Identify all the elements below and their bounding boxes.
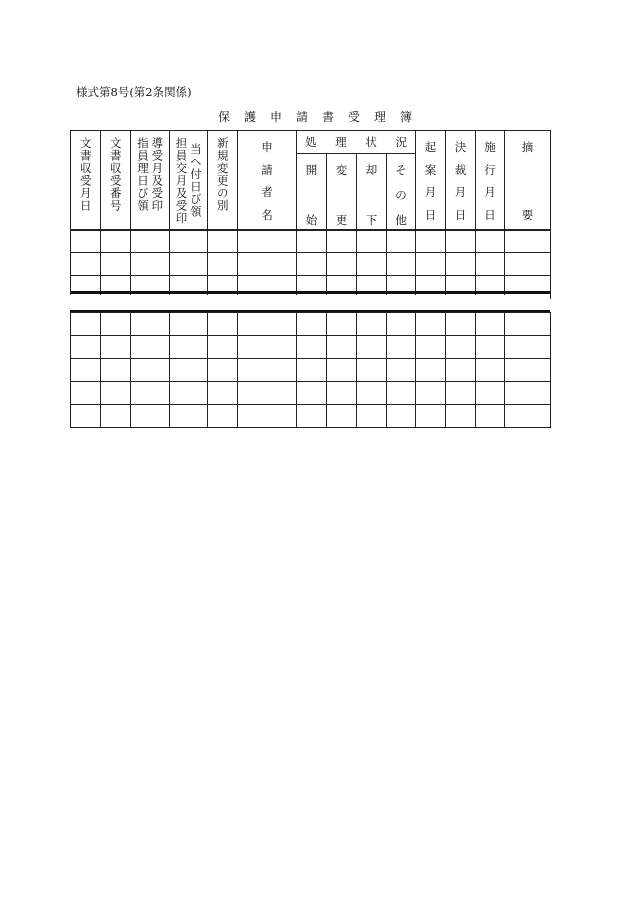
char: 日 (454, 207, 467, 222)
entry-cell[interactable] (101, 405, 131, 428)
entry-cell[interactable] (238, 253, 297, 276)
entry-cell[interactable] (238, 230, 297, 253)
entry-cell[interactable] (131, 253, 170, 276)
col-status-other (387, 154, 416, 231)
entry-cell[interactable] (71, 405, 101, 428)
entry-cell[interactable] (416, 253, 446, 276)
entry-cell[interactable] (416, 313, 446, 336)
char: 案 (424, 162, 437, 177)
entry-cell[interactable] (387, 405, 416, 428)
entry-cell[interactable] (170, 336, 208, 359)
char: 他 (395, 213, 407, 227)
entry-cell[interactable] (476, 230, 505, 253)
char: 名 (261, 207, 273, 222)
col-label (505, 131, 550, 223)
entry-cell[interactable] (505, 405, 551, 428)
col-label (238, 131, 296, 223)
col-remarks (505, 131, 551, 231)
col-label (357, 154, 386, 228)
entry-cell[interactable] (101, 382, 131, 405)
header-table (70, 130, 551, 231)
char: 下 (365, 213, 378, 227)
entry-cell[interactable] (170, 253, 208, 276)
entry-cell[interactable] (238, 359, 297, 382)
col-doc-receipt-date (71, 131, 101, 231)
entry-cell[interactable] (71, 253, 101, 276)
entry-cell[interactable] (170, 313, 208, 336)
entry-cell[interactable] (71, 336, 101, 359)
col-assigned-staff (170, 131, 208, 231)
char: 変 (335, 163, 348, 177)
heavy-rule-top (70, 291, 550, 294)
entry-cell[interactable] (71, 230, 101, 253)
entry-cell[interactable] (446, 336, 476, 359)
char: 要 (521, 208, 534, 222)
entry-cell[interactable] (101, 336, 131, 359)
table-row (71, 336, 551, 359)
char: 月 (454, 185, 467, 200)
entry-cell[interactable] (101, 359, 131, 382)
col-label: 導受月及受印 指員理日び領 (136, 137, 165, 212)
col-label: 文書収受番号 (108, 137, 123, 212)
entry-cell[interactable] (446, 359, 476, 382)
entry-cell[interactable] (387, 359, 416, 382)
col-label: 文書収受月日 (78, 137, 93, 212)
entry-cell[interactable] (327, 382, 357, 405)
entry-cell[interactable] (297, 359, 327, 382)
register-sheet (70, 130, 550, 421)
entry-cell[interactable] (416, 336, 446, 359)
entry-cell[interactable] (446, 405, 476, 428)
entry-cell[interactable] (476, 336, 505, 359)
entry-cell[interactable] (505, 382, 551, 405)
entry-cell[interactable] (387, 382, 416, 405)
entry-cell[interactable] (297, 313, 327, 336)
entry-cell[interactable] (238, 313, 297, 336)
entry-cell[interactable] (476, 359, 505, 382)
entry-cell[interactable] (101, 253, 131, 276)
col-label (446, 131, 475, 223)
char: 請 (261, 162, 273, 177)
entry-cell[interactable] (131, 313, 170, 336)
col-draft-date (416, 131, 446, 231)
entry-cell[interactable] (505, 336, 551, 359)
char: 却 (365, 163, 378, 177)
col-process-status (297, 131, 416, 154)
entry-table-top (70, 229, 551, 299)
entry-cell[interactable] (505, 253, 551, 276)
table-row (71, 253, 551, 276)
char: 月 (484, 185, 496, 200)
entry-cell[interactable] (131, 230, 170, 253)
char: 況 (395, 135, 407, 149)
col-guidance-staff (131, 131, 170, 231)
col-status-start (297, 154, 327, 231)
entry-cell[interactable] (238, 336, 297, 359)
char: 者 (261, 185, 273, 200)
entry-cell[interactable] (170, 230, 208, 253)
entry-cell[interactable] (208, 253, 238, 276)
entry-cell[interactable] (446, 313, 476, 336)
entry-cell[interactable] (357, 336, 387, 359)
entry-cell[interactable] (357, 405, 387, 428)
char: 日 (424, 207, 437, 222)
char: 始 (305, 213, 318, 227)
entry-table-bottom (70, 312, 551, 428)
entry-cell[interactable] (357, 359, 387, 382)
col-label (387, 154, 415, 228)
entry-cell[interactable] (446, 253, 476, 276)
col-enforcement-date (476, 131, 505, 231)
entry-cell[interactable] (387, 313, 416, 336)
entry-cell[interactable] (131, 336, 170, 359)
col-label: 当へ付日び領 担員交月及受印 (174, 137, 203, 225)
entry-cell[interactable] (416, 230, 446, 253)
entry-cell[interactable] (327, 313, 357, 336)
table-row (71, 382, 551, 405)
entry-cell[interactable] (327, 230, 357, 253)
char: 状 (365, 135, 377, 149)
entry-cell[interactable] (387, 230, 416, 253)
entry-cell[interactable] (71, 313, 101, 336)
char: 施 (484, 140, 496, 154)
entry-cell[interactable] (476, 253, 505, 276)
entry-cell[interactable] (505, 313, 551, 336)
entry-cell[interactable] (131, 382, 170, 405)
entry-cell[interactable] (327, 405, 357, 428)
char: 行 (484, 162, 496, 177)
char: 月 (424, 185, 437, 200)
char: 裁 (454, 162, 467, 177)
col-doc-receipt-number (101, 131, 131, 231)
entry-cell[interactable] (446, 382, 476, 405)
entry-cell[interactable] (476, 382, 505, 405)
col-decision-date (446, 131, 476, 231)
entry-cell[interactable] (297, 253, 327, 276)
table-row (71, 313, 551, 336)
entry-cell[interactable] (476, 313, 505, 336)
entry-cell[interactable] (327, 253, 357, 276)
entry-cell[interactable] (208, 230, 238, 253)
char: 理 (335, 135, 347, 149)
col-label: 新規変更の別 (215, 137, 230, 212)
char: 日 (484, 207, 496, 222)
entry-cell[interactable] (416, 405, 446, 428)
entry-cell[interactable] (297, 336, 327, 359)
table-row (71, 230, 551, 253)
col-label (476, 131, 504, 223)
entry-cell[interactable] (387, 253, 416, 276)
entry-cell[interactable] (505, 359, 551, 382)
entry-cell[interactable] (170, 405, 208, 428)
entry-cell[interactable] (357, 230, 387, 253)
char: 起 (424, 140, 437, 154)
entry-cell[interactable] (416, 359, 446, 382)
entry-cell[interactable] (238, 382, 297, 405)
col-status-change (327, 154, 357, 231)
entry-cell[interactable] (170, 382, 208, 405)
entry-cell[interactable] (208, 405, 238, 428)
char: 決 (454, 140, 467, 154)
entry-cell[interactable] (505, 230, 551, 253)
entry-cell[interactable] (357, 382, 387, 405)
char: 更 (335, 213, 348, 227)
entry-cell[interactable] (131, 405, 170, 428)
entry-cell[interactable] (297, 382, 327, 405)
entry-cell[interactable] (297, 405, 327, 428)
col-applicant-name (238, 131, 297, 231)
entry-cell[interactable] (101, 230, 131, 253)
entry-cell[interactable] (71, 382, 101, 405)
col-label (297, 154, 326, 228)
entry-cell[interactable] (357, 253, 387, 276)
col-label (327, 154, 356, 228)
entry-cell[interactable] (387, 336, 416, 359)
entry-cell[interactable] (327, 336, 357, 359)
entry-cell[interactable] (416, 382, 446, 405)
entry-cell[interactable] (208, 336, 238, 359)
char: 摘 (521, 140, 534, 154)
entry-cell[interactable] (446, 230, 476, 253)
char: の (395, 188, 407, 202)
table-row (71, 359, 551, 382)
char: 開 (305, 163, 318, 177)
entry-cell[interactable] (101, 313, 131, 336)
char: 処 (305, 135, 317, 149)
table-row (71, 405, 551, 428)
form-number: 様式第8号(第2条関係) (76, 85, 192, 99)
entry-cell[interactable] (208, 382, 238, 405)
col-label (297, 134, 415, 150)
col-label (416, 131, 445, 223)
entry-cell[interactable] (131, 359, 170, 382)
col-status-dismissal (357, 154, 387, 231)
entry-cell[interactable] (297, 230, 327, 253)
entry-cell[interactable] (327, 359, 357, 382)
entry-cell[interactable] (208, 313, 238, 336)
entry-cell[interactable] (357, 313, 387, 336)
form-title: 保護申請書受理簿 (217, 110, 426, 124)
entry-cell[interactable] (71, 359, 101, 382)
entry-cell[interactable] (208, 359, 238, 382)
char: 申 (261, 140, 273, 154)
char: そ (395, 163, 407, 177)
col-new-change-type (208, 131, 238, 231)
entry-cell[interactable] (476, 405, 505, 428)
entry-cell[interactable] (238, 405, 297, 428)
entry-cell[interactable] (170, 359, 208, 382)
